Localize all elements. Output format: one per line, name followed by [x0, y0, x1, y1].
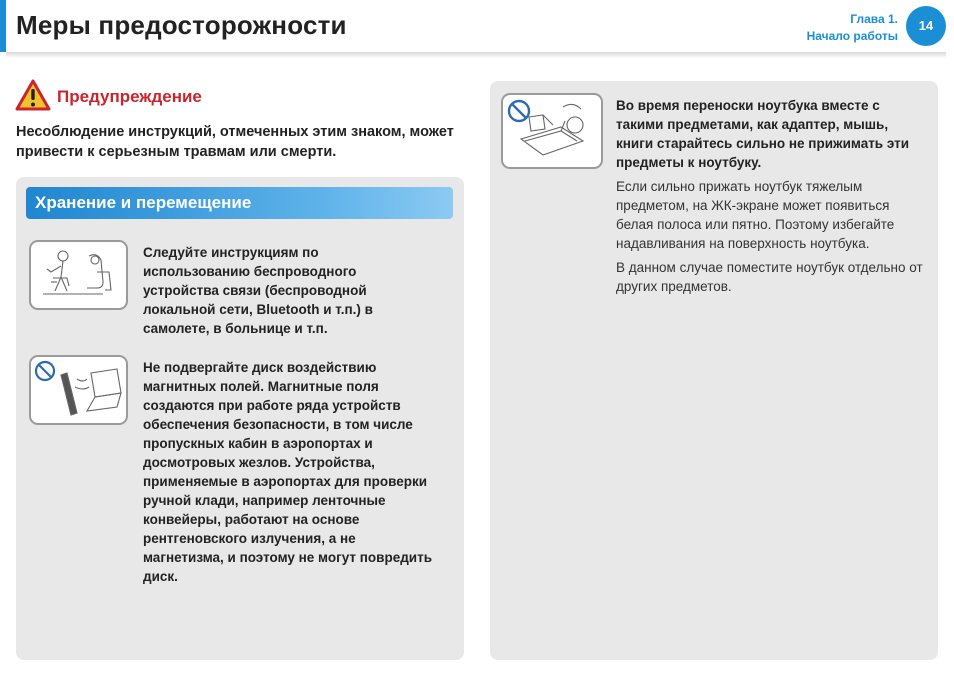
header-accent-bar	[0, 0, 6, 52]
pressure-explanation-text: Если сильно прижать ноутбук тяжелым предметом, на ЖК-экране может появиться белая полоса или пятно. Поэтому избегайте надавливания на поверхность ноутбука.	[616, 179, 895, 251]
chapter-name: Начало работы	[806, 29, 898, 43]
laptop-with-objects-illustration	[501, 93, 603, 169]
page-header	[0, 0, 954, 52]
page-title: Меры предосторожности	[16, 10, 347, 40]
chapter-number: Глава 1.	[850, 12, 898, 26]
carrying-warning-text: Во время переноски ноутбука вместе с такими предметами, как адаптер, мышь, книги старайтесь сильно не прижимать эти предметы к ноутбуку.	[616, 98, 910, 170]
warning-text: Несоблюдение инструкций, отмеченных этим знаком, может привести к серьезным травмам или смерти.	[16, 124, 454, 160]
separate-storage-text: В данном случае поместите ноутбук отдельно от других предметов.	[616, 260, 923, 294]
warning-title: Предупреждение	[57, 87, 202, 106]
page-number-badge: 14	[906, 6, 946, 46]
airplane-passengers-illustration	[29, 240, 128, 310]
warning-triangle-icon	[15, 79, 51, 111]
wireless-instructions-text: Следуйте инструкциям по использованию беспроводного устройства связи (беспроводной локальной сети, Bluetooth и т.п.) в самолете, в больнице и т.п.	[143, 245, 373, 336]
section-header	[26, 187, 453, 219]
section-title: Хранение и перемещение	[35, 193, 252, 212]
magnetic-field-warning-text: Не подвергайте диск воздействию магнитных полей. Магнитные поля создаются при работе ряда устройств обеспечения безопасности, в том числе пропускных кабин в аэропортах и досмотровых жезлов. Устройства, применяемые в аэропортах для проверки ручной клади, например ленточные конвейеры, работают на основе рентгеновского излучения, а не магнетизма, и поэтому не могут повредить диск.	[143, 360, 433, 584]
magnetic-wand-laptop-illustration	[29, 355, 128, 425]
chapter-label	[807, 11, 898, 45]
header-divider	[6, 52, 946, 58]
